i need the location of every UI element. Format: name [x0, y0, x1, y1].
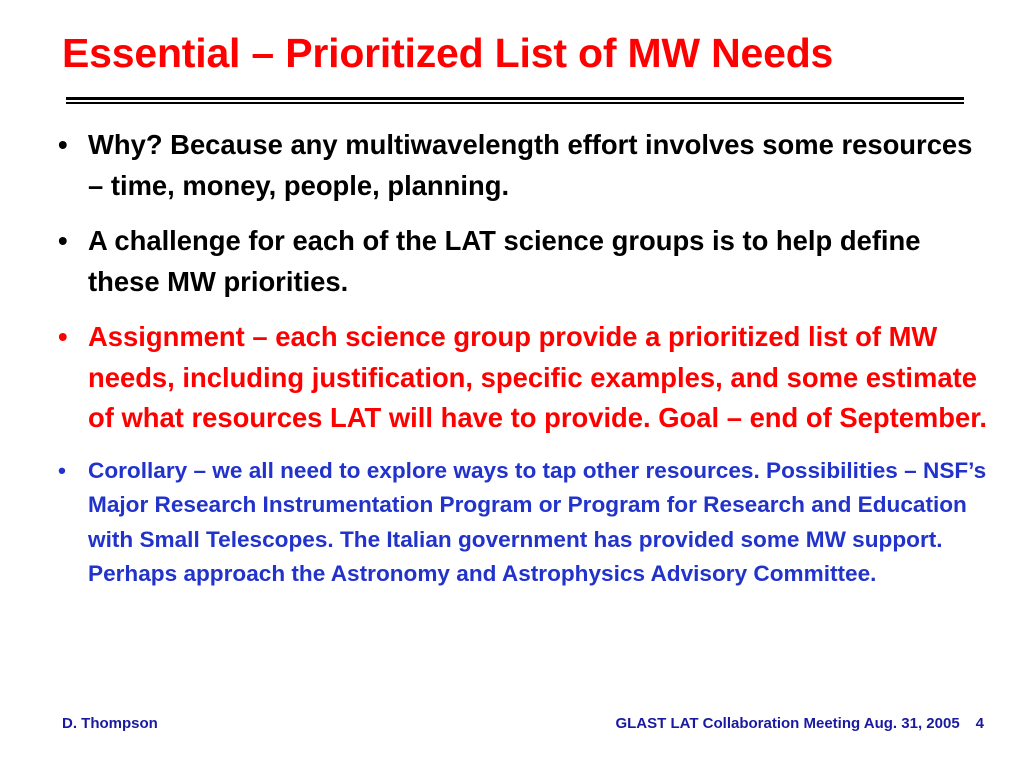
bullet-list — [58, 125, 988, 592]
bullet-icon: • — [58, 225, 68, 256]
title-divider-thick-line — [66, 97, 964, 100]
slide-title: Essential – Prioritized List of MW Needs — [62, 30, 834, 76]
title-divider — [66, 97, 964, 105]
bullet-icon: • — [58, 129, 68, 160]
bullet-challenge — [58, 221, 988, 302]
bullet-text: A challenge for each of the LAT science groups is to help define these MW priorities. — [88, 225, 921, 297]
bullet-icon: • — [58, 321, 68, 352]
page-number: 4 — [975, 715, 984, 732]
bullet-icon: • — [58, 457, 66, 483]
bullet-corollary — [58, 454, 988, 592]
title-divider-thin-line — [66, 102, 964, 104]
footer-meeting: GLAST LAT Collaboration Meeting Aug. 31, 2005 — [615, 715, 960, 732]
footer-author: D. Thompson — [62, 715, 158, 732]
bullet-assignment — [58, 317, 988, 439]
bullet-why — [58, 125, 988, 206]
footer-meeting-info — [615, 715, 984, 732]
bullet-text: Corollary – we all need to explore ways to tap other resources. Possibilities – NSF’s Major Research Instrumentation Program or Program for Research and Education with Small Telescopes. The Italian government has provided some MW support. Perhaps approach the Astronomy and Astrophysics Advisory Committee. — [88, 457, 987, 586]
bullet-text: Assignment – each science group provide a prioritized list of MW needs, including justification, specific examples, and some estimate of what resources LAT will have to provide. Goal – end of September. — [88, 321, 988, 433]
bullet-text: Why? Because any multiwavelength effort involves some resources – time, money, people, planning. — [88, 129, 973, 201]
